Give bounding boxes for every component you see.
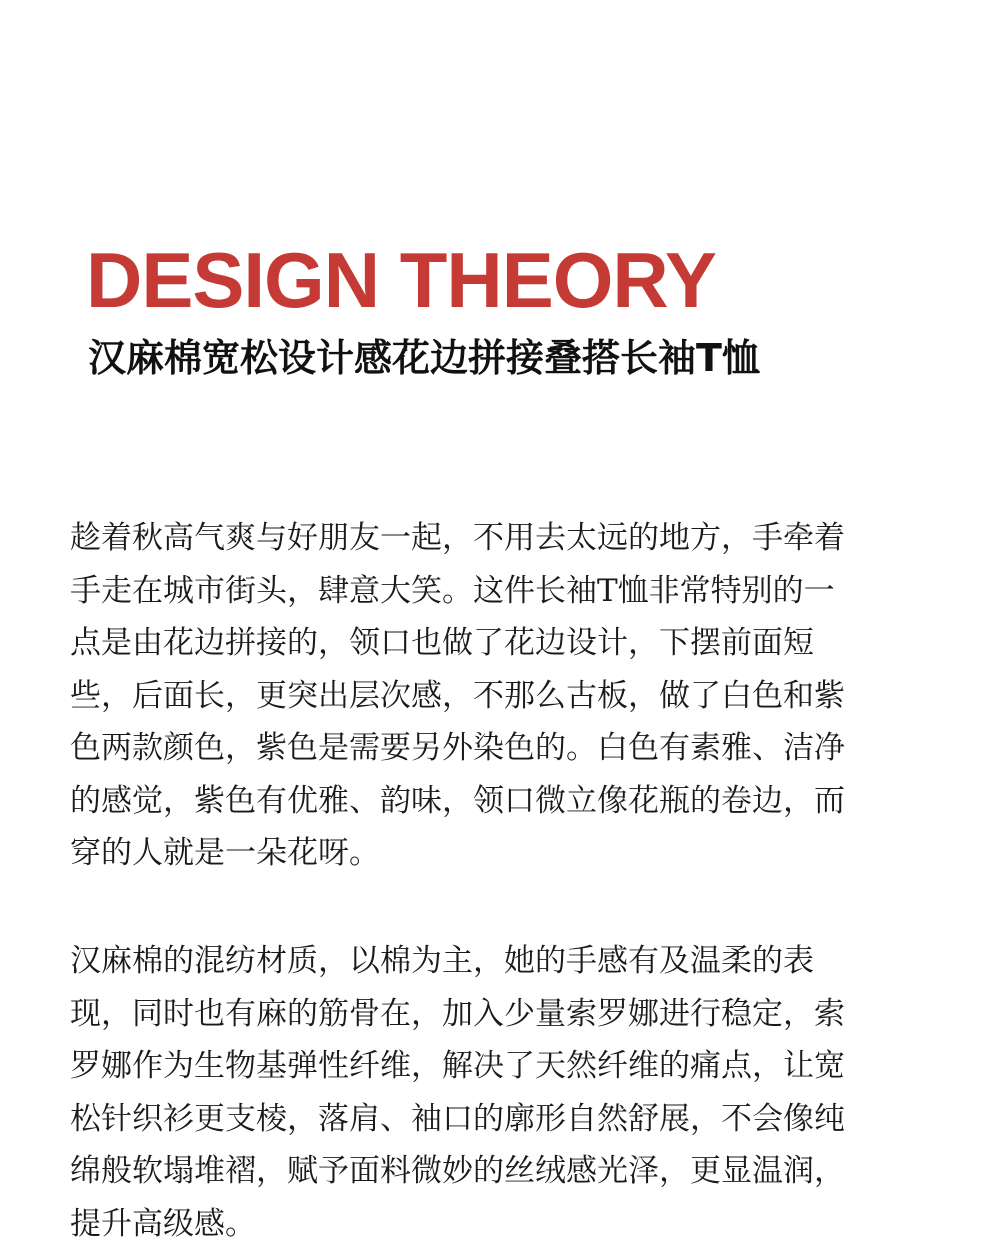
paragraph-line: 罗娜作为生物基弹性纤维，解决了天然纤维的痛点，让宽: [70, 1048, 845, 1084]
paragraph-line: 现，同时也有麻的筋骨在，加入少量索罗娜进行稳定，索: [70, 995, 845, 1032]
paragraph-line: 绵般软塌堆褶，赋予面料微妙的丝绒感光泽，更显温润，: [70, 1153, 845, 1189]
heading-chinese: 汉麻棉宽松设计感花边拼接叠搭长袖T恤: [88, 336, 760, 380]
paragraph-line: 色两款颜色，紫色是需要另外染色的。白色有素雅、洁净: [70, 730, 845, 766]
paragraph-line: 松针织衫更支棱，落肩、袖口的廓形自然舒展，不会像纯: [70, 1100, 845, 1137]
paragraph-line: 提升高级感。: [70, 1205, 256, 1242]
paragraph-line: 些，后面长，更突出层次感，不那么古板，做了白色和紫: [70, 677, 845, 714]
heading-english: DESIGN THEORY: [86, 236, 716, 324]
paragraph-line: 汉麻棉的混纺材质，以棉为主，她的手感有及温柔的表: [70, 943, 814, 979]
paragraph-line: 趁着秋高气爽与好朋友一起，不用去太远的地方，手牵着: [70, 520, 845, 556]
paragraph-line: 手走在城市街头，肆意大笑。这件长袖T恤非常特别的一: [70, 572, 835, 609]
paragraph-line: 的感觉，紫色有优雅、韵味，领口微立像花瓶的卷边，而: [70, 782, 845, 819]
paragraph-intro: [70, 512, 920, 880]
paragraph-material: [70, 935, 920, 1250]
paragraph-line: 穿的人就是一朵花呀。: [70, 835, 380, 871]
paragraph-line: 点是由花边拼接的，领口也做了花边设计，下摆前面短: [70, 625, 814, 661]
